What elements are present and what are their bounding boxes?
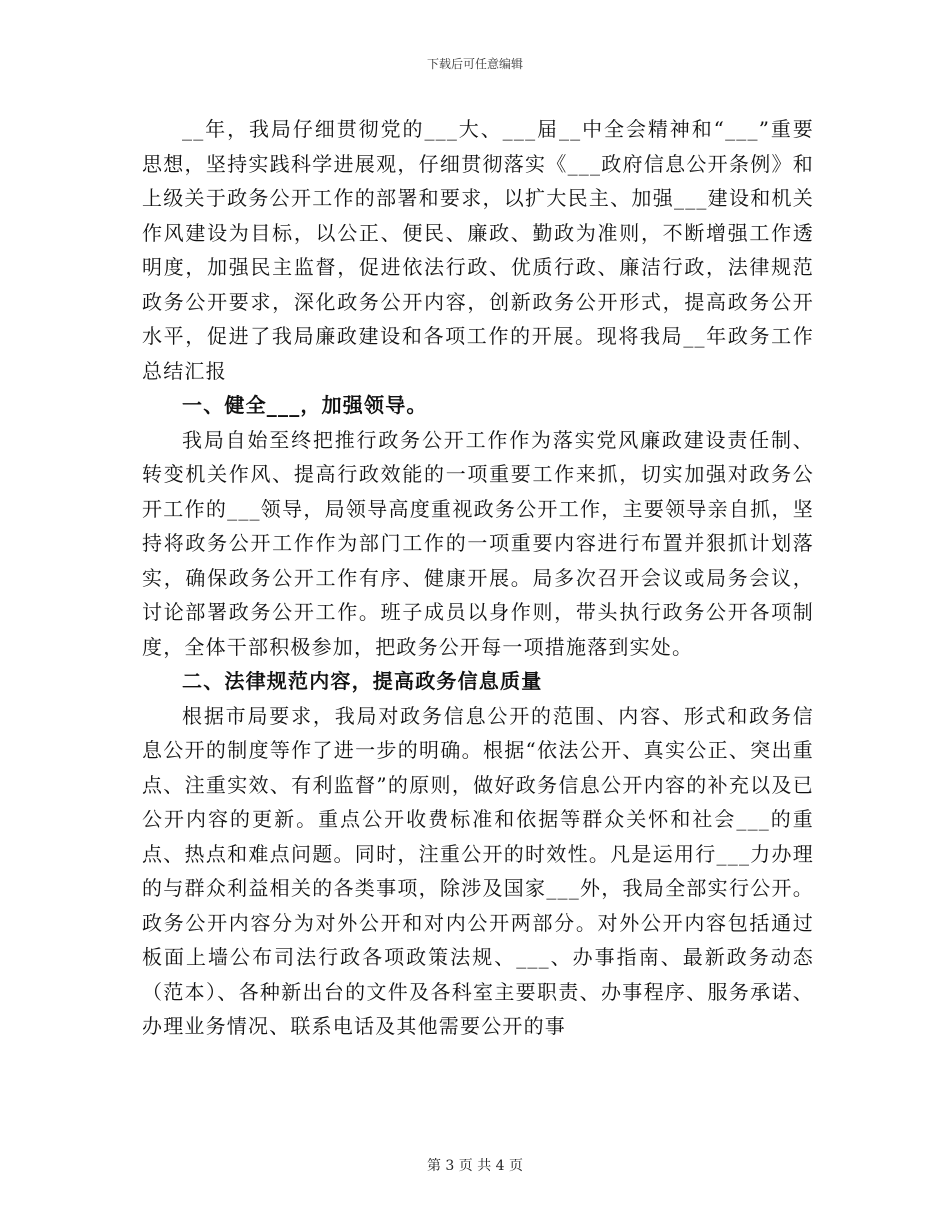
- page-number: 第 3 页 共 4 页: [426, 1158, 524, 1174]
- paragraph-section-1: 我局自始至终把推行政务公开工作作为落实党风廉政建设责任制、转变机关作风、提高行政效能的一项重要工作来抓，切实加强对政务公开工作的___领导，局领导高度重视政务公开工作，主要领导亲自抓，坚持将政务公开工作作为部门工作的一项重要内容进行布置并狠抓计划落实，确保政务公开工作有序、健康开展。局多次召开会议或局务会议，讨论部署政务公开工作。班子成员以身作则，带头执行政务公开各项制度，全体干部积极参加，把政务公开每一项措施落到实处。: [142, 427, 814, 659]
- section-heading-1: 一、健全___，加强领导。: [182, 393, 428, 417]
- paragraph-intro: __年，我局仔细贯彻党的___大、___届__中全会精神和“___”重要思想，坚持实践科学进展观，仔细贯彻落实《___政府信息公开条例》和上级关于政务公开工作的部署和要求，以扩大民主、加强___建设和机关作风建设为目标，以公正、便民、廉政、勤政为准则，不断增强工作透明度，加强民主监督，促进依法行政、优质行政、廉洁行政，法律规范政务公开要求，深化政务公开内容，创新政务公开形式，提高政务公开水平，促进了我局廉政建设和各项工作的开展。现将我局__年政务工作总结汇报: [142, 117, 814, 383]
- header-note: 下载后可任意编辑: [426, 57, 523, 71]
- section-heading-2: 二、法律规范内容，提高政务信息质量: [182, 669, 543, 693]
- document-body: [142, 112, 814, 1044]
- paragraph-section-2: 根据市局要求，我局对政务信息公开的范围、内容、形式和政务信息公开的制度等作了进一步的明确。根据“依法公开、真实公正、突出重点、注重实效、有利监督”的原则，做好政务信息公开内容的补充以及已公开内容的更新。重点公开收费标准和依据等群众关怀和社会___的重点、热点和难点问题。同时，注重公开的时效性。凡是运用行___力办理的与群众利益相关的各类事项，除涉及国家___外，我局全部实行公开。政务公开内容分为对外公开和对内公开两部分。对外公开内容包括通过板面上墙公布司法行政各项政策法规、___、办事指南、最新政务动态（范本）、各种新出台的文件及各科室主要职责、办事程序、服务承诺、办理业务情况、联系电话及其他需要公开的事: [142, 703, 814, 1038]
